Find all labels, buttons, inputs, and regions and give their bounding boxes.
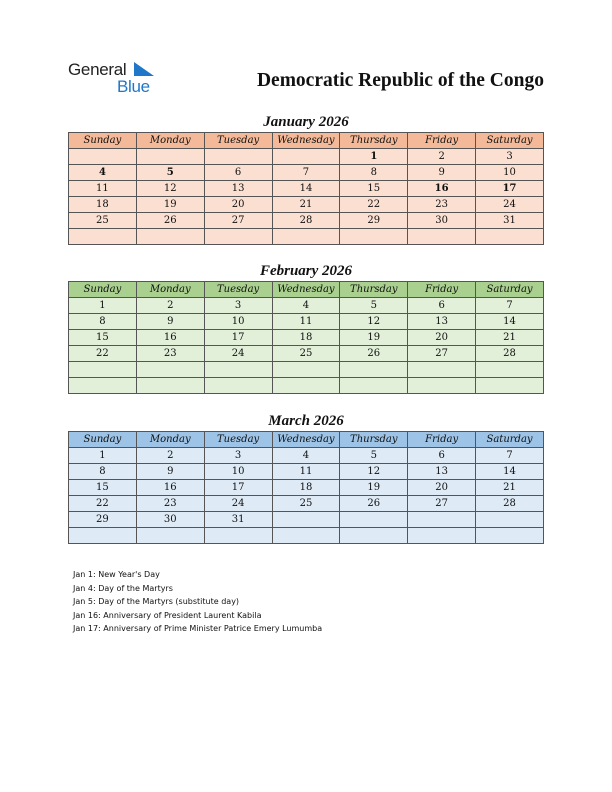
day-cell: 20 — [204, 197, 272, 213]
day-cell — [408, 528, 476, 544]
day-cell: 30 — [136, 512, 204, 528]
week-row — [69, 181, 544, 197]
weekday-header-monday: Monday — [136, 432, 204, 448]
week-row — [69, 378, 544, 394]
day-cell: 27 — [204, 213, 272, 229]
day-cell — [408, 229, 476, 245]
weekday-header-wednesday: Wednesday — [272, 133, 340, 149]
day-cell: 11 — [272, 464, 340, 480]
day-cell: 11 — [69, 181, 137, 197]
day-cell: 10 — [204, 314, 272, 330]
day-cell: 9 — [136, 314, 204, 330]
day-cell: 1 — [340, 149, 408, 165]
day-cell: 1 — [69, 298, 137, 314]
day-cell: 23 — [408, 197, 476, 213]
day-cell: 28 — [476, 496, 544, 512]
day-cell: 3 — [204, 298, 272, 314]
week-row — [69, 512, 544, 528]
day-cell: 12 — [340, 314, 408, 330]
day-cell — [136, 378, 204, 394]
day-cell: 12 — [340, 464, 408, 480]
day-cell: 11 — [272, 314, 340, 330]
day-cell: 14 — [476, 314, 544, 330]
day-cell: 3 — [204, 448, 272, 464]
day-cell: 12 — [136, 181, 204, 197]
weekday-header-thursday: Thursday — [340, 282, 408, 298]
day-cell — [69, 149, 137, 165]
day-cell: 18 — [272, 330, 340, 346]
weekday-header-saturday: Saturday — [476, 432, 544, 448]
day-cell: 31 — [476, 213, 544, 229]
logo-text-blue: Blue — [117, 77, 150, 96]
day-cell — [136, 229, 204, 245]
day-cell: 16 — [136, 330, 204, 346]
month-title: February 2026 — [259, 263, 353, 279]
calendar-grid-march — [68, 431, 544, 544]
day-cell: 15 — [340, 181, 408, 197]
day-cell: 22 — [69, 496, 137, 512]
page-title: Democratic Republic of the Congo — [256, 70, 544, 91]
day-cell: 18 — [69, 197, 137, 213]
day-cell: 23 — [136, 496, 204, 512]
day-cell: 27 — [408, 346, 476, 362]
weekday-header-sunday: Sunday — [69, 432, 137, 448]
day-cell: 4 — [272, 298, 340, 314]
month-february — [68, 261, 544, 394]
day-cell — [272, 229, 340, 245]
day-cell — [272, 528, 340, 544]
day-cell: 9 — [136, 464, 204, 480]
weekday-header-saturday: Saturday — [476, 282, 544, 298]
day-cell: 20 — [408, 330, 476, 346]
day-cell: 5 — [340, 298, 408, 314]
week-row — [69, 448, 544, 464]
day-cell: 25 — [272, 496, 340, 512]
weekday-header-thursday: Thursday — [340, 432, 408, 448]
day-cell: 10 — [204, 464, 272, 480]
day-cell: 28 — [272, 213, 340, 229]
day-cell: 3 — [476, 149, 544, 165]
day-cell: 4 — [272, 448, 340, 464]
weekday-header-wednesday: Wednesday — [272, 432, 340, 448]
day-cell: 4 — [69, 165, 137, 181]
day-cell: 14 — [476, 464, 544, 480]
day-cell: 19 — [340, 330, 408, 346]
day-cell: 17 — [204, 480, 272, 496]
holiday-notes — [73, 568, 322, 636]
day-cell: 24 — [476, 197, 544, 213]
logo-text-general: General — [68, 60, 127, 79]
week-row — [69, 213, 544, 229]
weekday-header-friday: Friday — [408, 432, 476, 448]
day-cell — [476, 229, 544, 245]
day-cell: 24 — [204, 346, 272, 362]
day-cell: 27 — [408, 496, 476, 512]
day-cell: 2 — [136, 298, 204, 314]
logo-triangle-icon — [134, 62, 154, 76]
week-row — [69, 528, 544, 544]
day-cell — [340, 229, 408, 245]
holiday-note: Jan 4: Day of the Martyrs — [73, 583, 173, 593]
weekday-header-tuesday: Tuesday — [204, 432, 272, 448]
day-cell — [204, 362, 272, 378]
day-cell: 8 — [69, 314, 137, 330]
generalblue-logo — [68, 60, 168, 96]
day-cell — [340, 362, 408, 378]
day-cell: 21 — [476, 330, 544, 346]
day-cell: 22 — [340, 197, 408, 213]
week-row — [69, 165, 544, 181]
day-cell: 13 — [408, 464, 476, 480]
weekday-header-tuesday: Tuesday — [204, 133, 272, 149]
week-row — [69, 362, 544, 378]
day-cell: 29 — [69, 512, 137, 528]
day-cell: 19 — [136, 197, 204, 213]
day-cell — [272, 149, 340, 165]
day-cell: 6 — [204, 165, 272, 181]
weekday-header-wednesday: Wednesday — [272, 282, 340, 298]
day-cell: 21 — [476, 480, 544, 496]
day-cell: 22 — [69, 346, 137, 362]
day-cell — [136, 149, 204, 165]
day-cell — [476, 378, 544, 394]
week-row — [69, 480, 544, 496]
month-march — [68, 411, 544, 544]
weekday-header-friday: Friday — [408, 282, 476, 298]
day-cell — [340, 378, 408, 394]
day-cell: 2 — [136, 448, 204, 464]
day-cell — [272, 362, 340, 378]
day-cell — [69, 229, 137, 245]
week-row — [69, 298, 544, 314]
day-cell: 21 — [272, 197, 340, 213]
day-cell: 5 — [340, 448, 408, 464]
day-cell: 15 — [69, 330, 137, 346]
calendar-grid-january — [68, 132, 544, 245]
day-cell — [204, 528, 272, 544]
day-cell: 19 — [340, 480, 408, 496]
day-cell: 7 — [476, 298, 544, 314]
day-cell: 24 — [204, 496, 272, 512]
day-cell: 25 — [69, 213, 137, 229]
week-row — [69, 464, 544, 480]
day-cell — [340, 512, 408, 528]
day-cell: 16 — [408, 181, 476, 197]
weekday-header-row — [69, 432, 544, 448]
day-cell: 8 — [340, 165, 408, 181]
day-cell — [272, 512, 340, 528]
weekday-header-monday: Monday — [136, 282, 204, 298]
day-cell: 20 — [408, 480, 476, 496]
holiday-note: Jan 1: New Year's Day — [73, 570, 160, 579]
day-cell: 7 — [272, 165, 340, 181]
weekday-header-monday: Monday — [136, 133, 204, 149]
day-cell — [408, 378, 476, 394]
day-cell: 2 — [408, 149, 476, 165]
day-cell: 29 — [340, 213, 408, 229]
day-cell — [69, 528, 137, 544]
day-cell: 31 — [204, 512, 272, 528]
week-row — [69, 496, 544, 512]
holiday-note: Jan 16: Anniversary of President Laurent Kabila — [73, 610, 262, 620]
day-cell: 13 — [408, 314, 476, 330]
day-cell — [204, 149, 272, 165]
holiday-note: Jan 17: Anniversary of Prime Minister Patrice Emery Lumumba — [73, 624, 323, 633]
day-cell: 6 — [408, 448, 476, 464]
day-cell: 9 — [408, 165, 476, 181]
day-cell: 8 — [69, 464, 137, 480]
day-cell — [69, 378, 137, 394]
day-cell — [136, 528, 204, 544]
day-cell — [204, 378, 272, 394]
day-cell — [340, 528, 408, 544]
week-row — [69, 149, 544, 165]
month-january — [68, 112, 544, 245]
week-row — [69, 330, 544, 346]
month-title: March 2026 — [268, 413, 344, 429]
day-cell: 6 — [408, 298, 476, 314]
weekday-header-tuesday: Tuesday — [204, 282, 272, 298]
calendar-grid-february — [68, 281, 544, 394]
day-cell — [408, 512, 476, 528]
day-cell: 28 — [476, 346, 544, 362]
day-cell: 26 — [340, 346, 408, 362]
day-cell — [69, 362, 137, 378]
holiday-note: Jan 5: Day of the Martyrs (substitute day) — [73, 597, 240, 606]
day-cell: 7 — [476, 448, 544, 464]
week-row — [69, 229, 544, 245]
day-cell: 30 — [408, 213, 476, 229]
day-cell: 10 — [476, 165, 544, 181]
weekday-header-saturday: Saturday — [476, 133, 544, 149]
day-cell: 17 — [204, 330, 272, 346]
day-cell — [272, 378, 340, 394]
day-cell: 26 — [136, 213, 204, 229]
week-row — [69, 346, 544, 362]
day-cell: 5 — [136, 165, 204, 181]
weekday-header-sunday: Sunday — [69, 133, 137, 149]
day-cell: 18 — [272, 480, 340, 496]
day-cell — [136, 362, 204, 378]
day-cell: 1 — [69, 448, 137, 464]
day-cell: 25 — [272, 346, 340, 362]
day-cell: 23 — [136, 346, 204, 362]
weekday-header-row — [69, 133, 544, 149]
weekday-header-friday: Friday — [408, 133, 476, 149]
day-cell: 26 — [340, 496, 408, 512]
day-cell — [476, 528, 544, 544]
day-cell — [204, 229, 272, 245]
day-cell: 15 — [69, 480, 137, 496]
day-cell: 16 — [136, 480, 204, 496]
week-row — [69, 197, 544, 213]
month-title: January 2026 — [263, 114, 349, 130]
day-cell: 17 — [476, 181, 544, 197]
day-cell — [476, 512, 544, 528]
day-cell: 14 — [272, 181, 340, 197]
week-row — [69, 314, 544, 330]
weekday-header-sunday: Sunday — [69, 282, 137, 298]
day-cell: 13 — [204, 181, 272, 197]
weekday-header-row — [69, 282, 544, 298]
day-cell — [476, 362, 544, 378]
day-cell — [408, 362, 476, 378]
weekday-header-thursday: Thursday — [340, 133, 408, 149]
